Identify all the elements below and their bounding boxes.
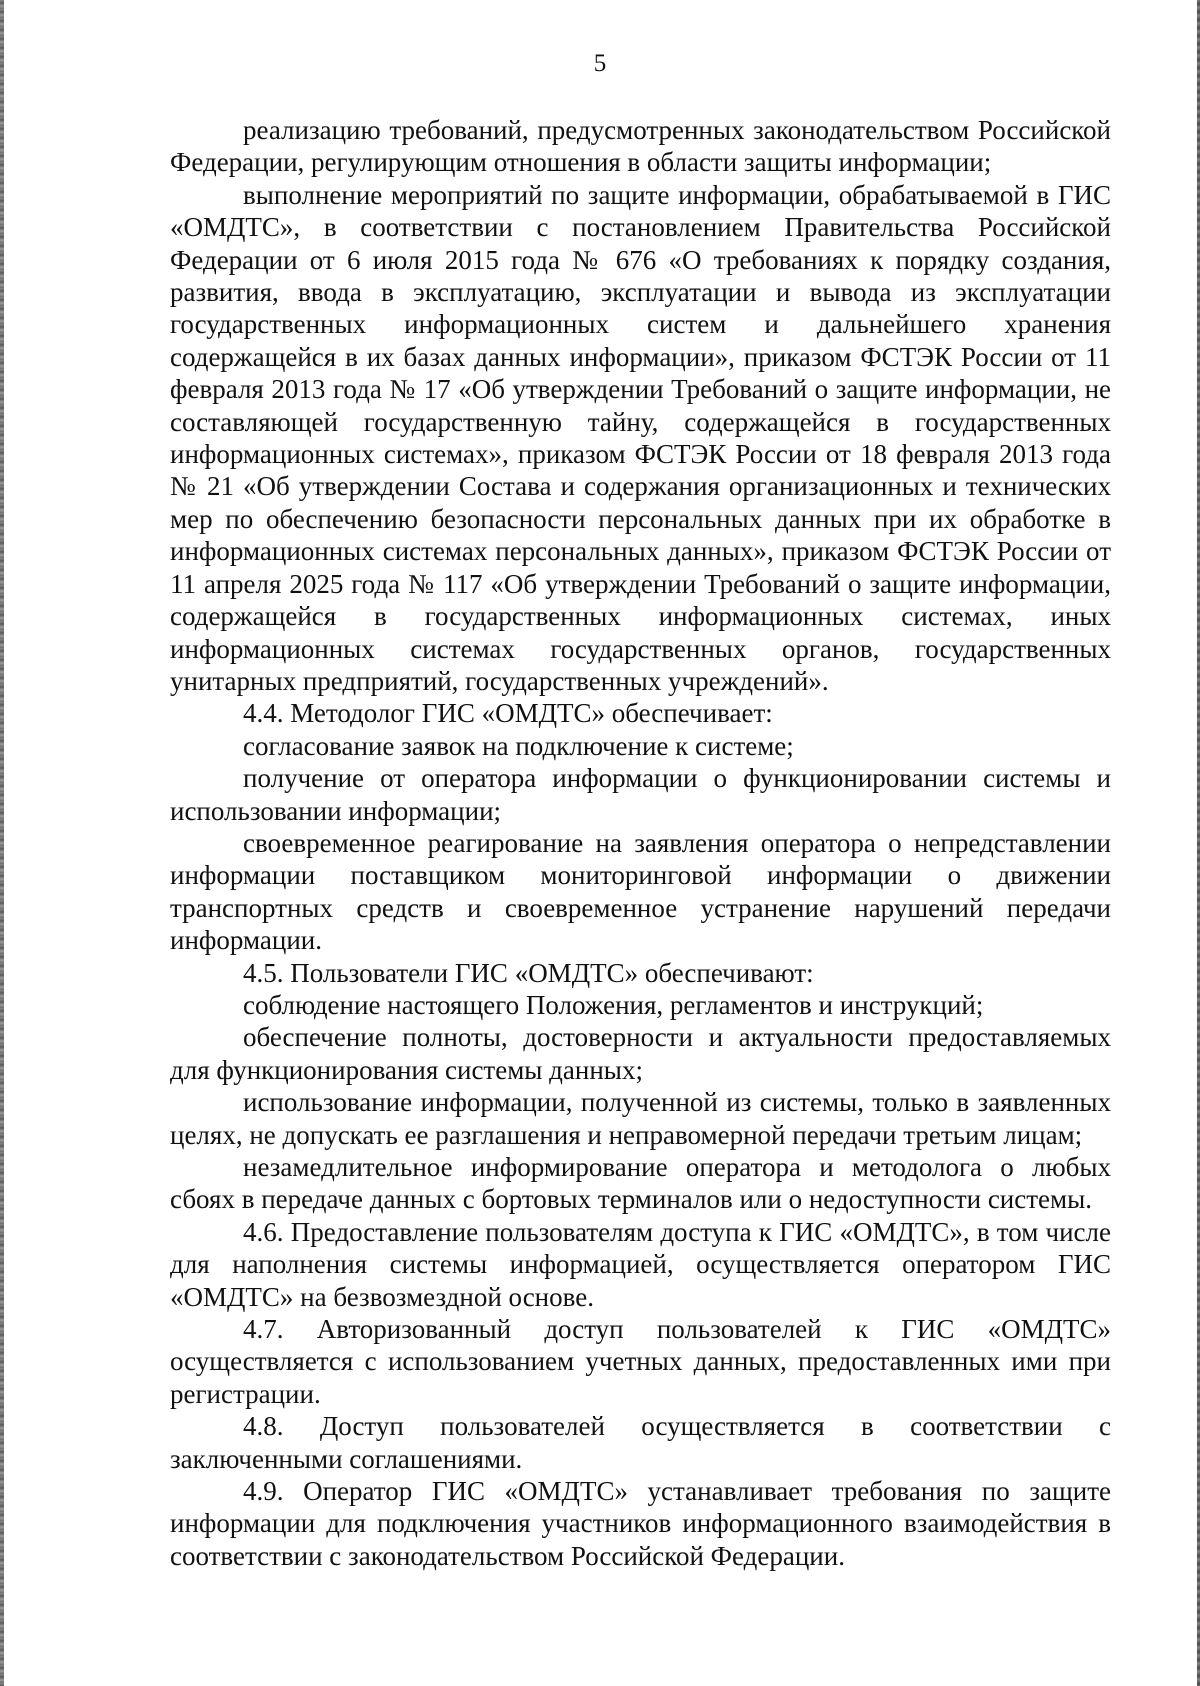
paragraph-4-4-item-2: получение от оператора информации о функционировании системы и использовании информации;	[170, 763, 1111, 826]
paragraph-4-5-item-4: незамедлительное информирование оператора и методолога о любых сбоях в передаче данных с бортовых терминалов или о недоступности системы.	[170, 1152, 1111, 1215]
paragraph-4-5-heading: 4.5. Пользователи ГИС «ОМДТС» обеспечивают:	[243, 957, 814, 988]
page-number: 5	[593, 50, 607, 77]
paragraph-4-6: 4.6. Предоставление пользователям доступа к ГИС «ОМДТС», в том числе для наполнения системы информацией, осуществляется оператором ГИС «ОМДТС» на безвозмездной основе.	[170, 1216, 1111, 1312]
paragraph-4-4-item-1: согласование заявок на подключение к системе;	[243, 730, 794, 761]
paragraph-protection-measures: выполнение мероприятий по защите информации, обрабатываемой в ГИС «ОМДТС», в соответствии с постановлением Правительства Российской Федерации от 6 июля 2015 года № 676 «О требованиях к порядку создания, развития, ввода в эксплуатацию, эксплуатации и вывода из эксплуатации государственных информационных систем и дальнейшего хранения содержащейся в их базах данных информации», приказом ФСТЭК России от 11 февраля 2013 года № 17 «Об утверждении Требований о защите информации, не составляющей государственную тайну, содержащейся в государственных информационных системах», приказом ФСТЭК России от 18 февраля 2013 года № 21 «Об утверждении Состава и содержания организационных и технических мер по обеспечению безопасности персональных данных при их обработке в информационных системах персональных данных», приказом ФСТЭК России от 11 апреля 2025 года № 117 «Об утверждении Требований о защите информации, содержащейся в государственных информационных системах, иных информационных системах государственных органов, государственных унитарных предприятий, государственных учреждений».	[170, 179, 1111, 696]
paragraph-4-5-item-2: обеспечение полноты, достоверности и актуальности предоставляемых для функционирования системы данных;	[170, 1022, 1111, 1085]
document-body	[170, 114, 1111, 1572]
paragraph-4-4-heading: 4.4. Методолог ГИС «ОМДТС» обеспечивает:	[243, 698, 773, 729]
paragraph-4-9: 4.9. Оператор ГИС «ОМДТС» устанавливает требования по защите информации для подключения участников информационного взаимодействия в соответствии с законодательством Российской Федерации.	[170, 1476, 1111, 1571]
paragraph-4-8: 4.8. Доступ пользователей осуществляется в соответствии с заключенными соглашениями.	[170, 1411, 1111, 1474]
paragraph-4-7: 4.7. Авторизованный доступ пользователей к ГИС «ОМДТС» осуществляется с использованием учетных данных, предоставленных ими при регистрации.	[170, 1314, 1111, 1409]
paragraph-4-5-item-1: соблюдение настоящего Положения, регламентов и инструкций;	[243, 989, 984, 1020]
paragraph-4-5-item-3: использование информации, полученной из системы, только в заявленных целях, не допускать ее разглашения и неправомерной передачи третьим лицам;	[170, 1087, 1111, 1150]
paragraph-requirements-implementation: реализацию требований, предусмотренных законодательством Российской Федерации, регулирующим отношения в области защиты информации;	[170, 115, 1111, 178]
scan-edge-left	[0, 0, 4, 1686]
paragraph-4-4-item-3: своевременное реагирование на заявления оператора о непредставлении информации поставщиком мониторинговой информации о движении транспортных средств и своевременное устранение нарушений передачи информации.	[170, 827, 1111, 956]
